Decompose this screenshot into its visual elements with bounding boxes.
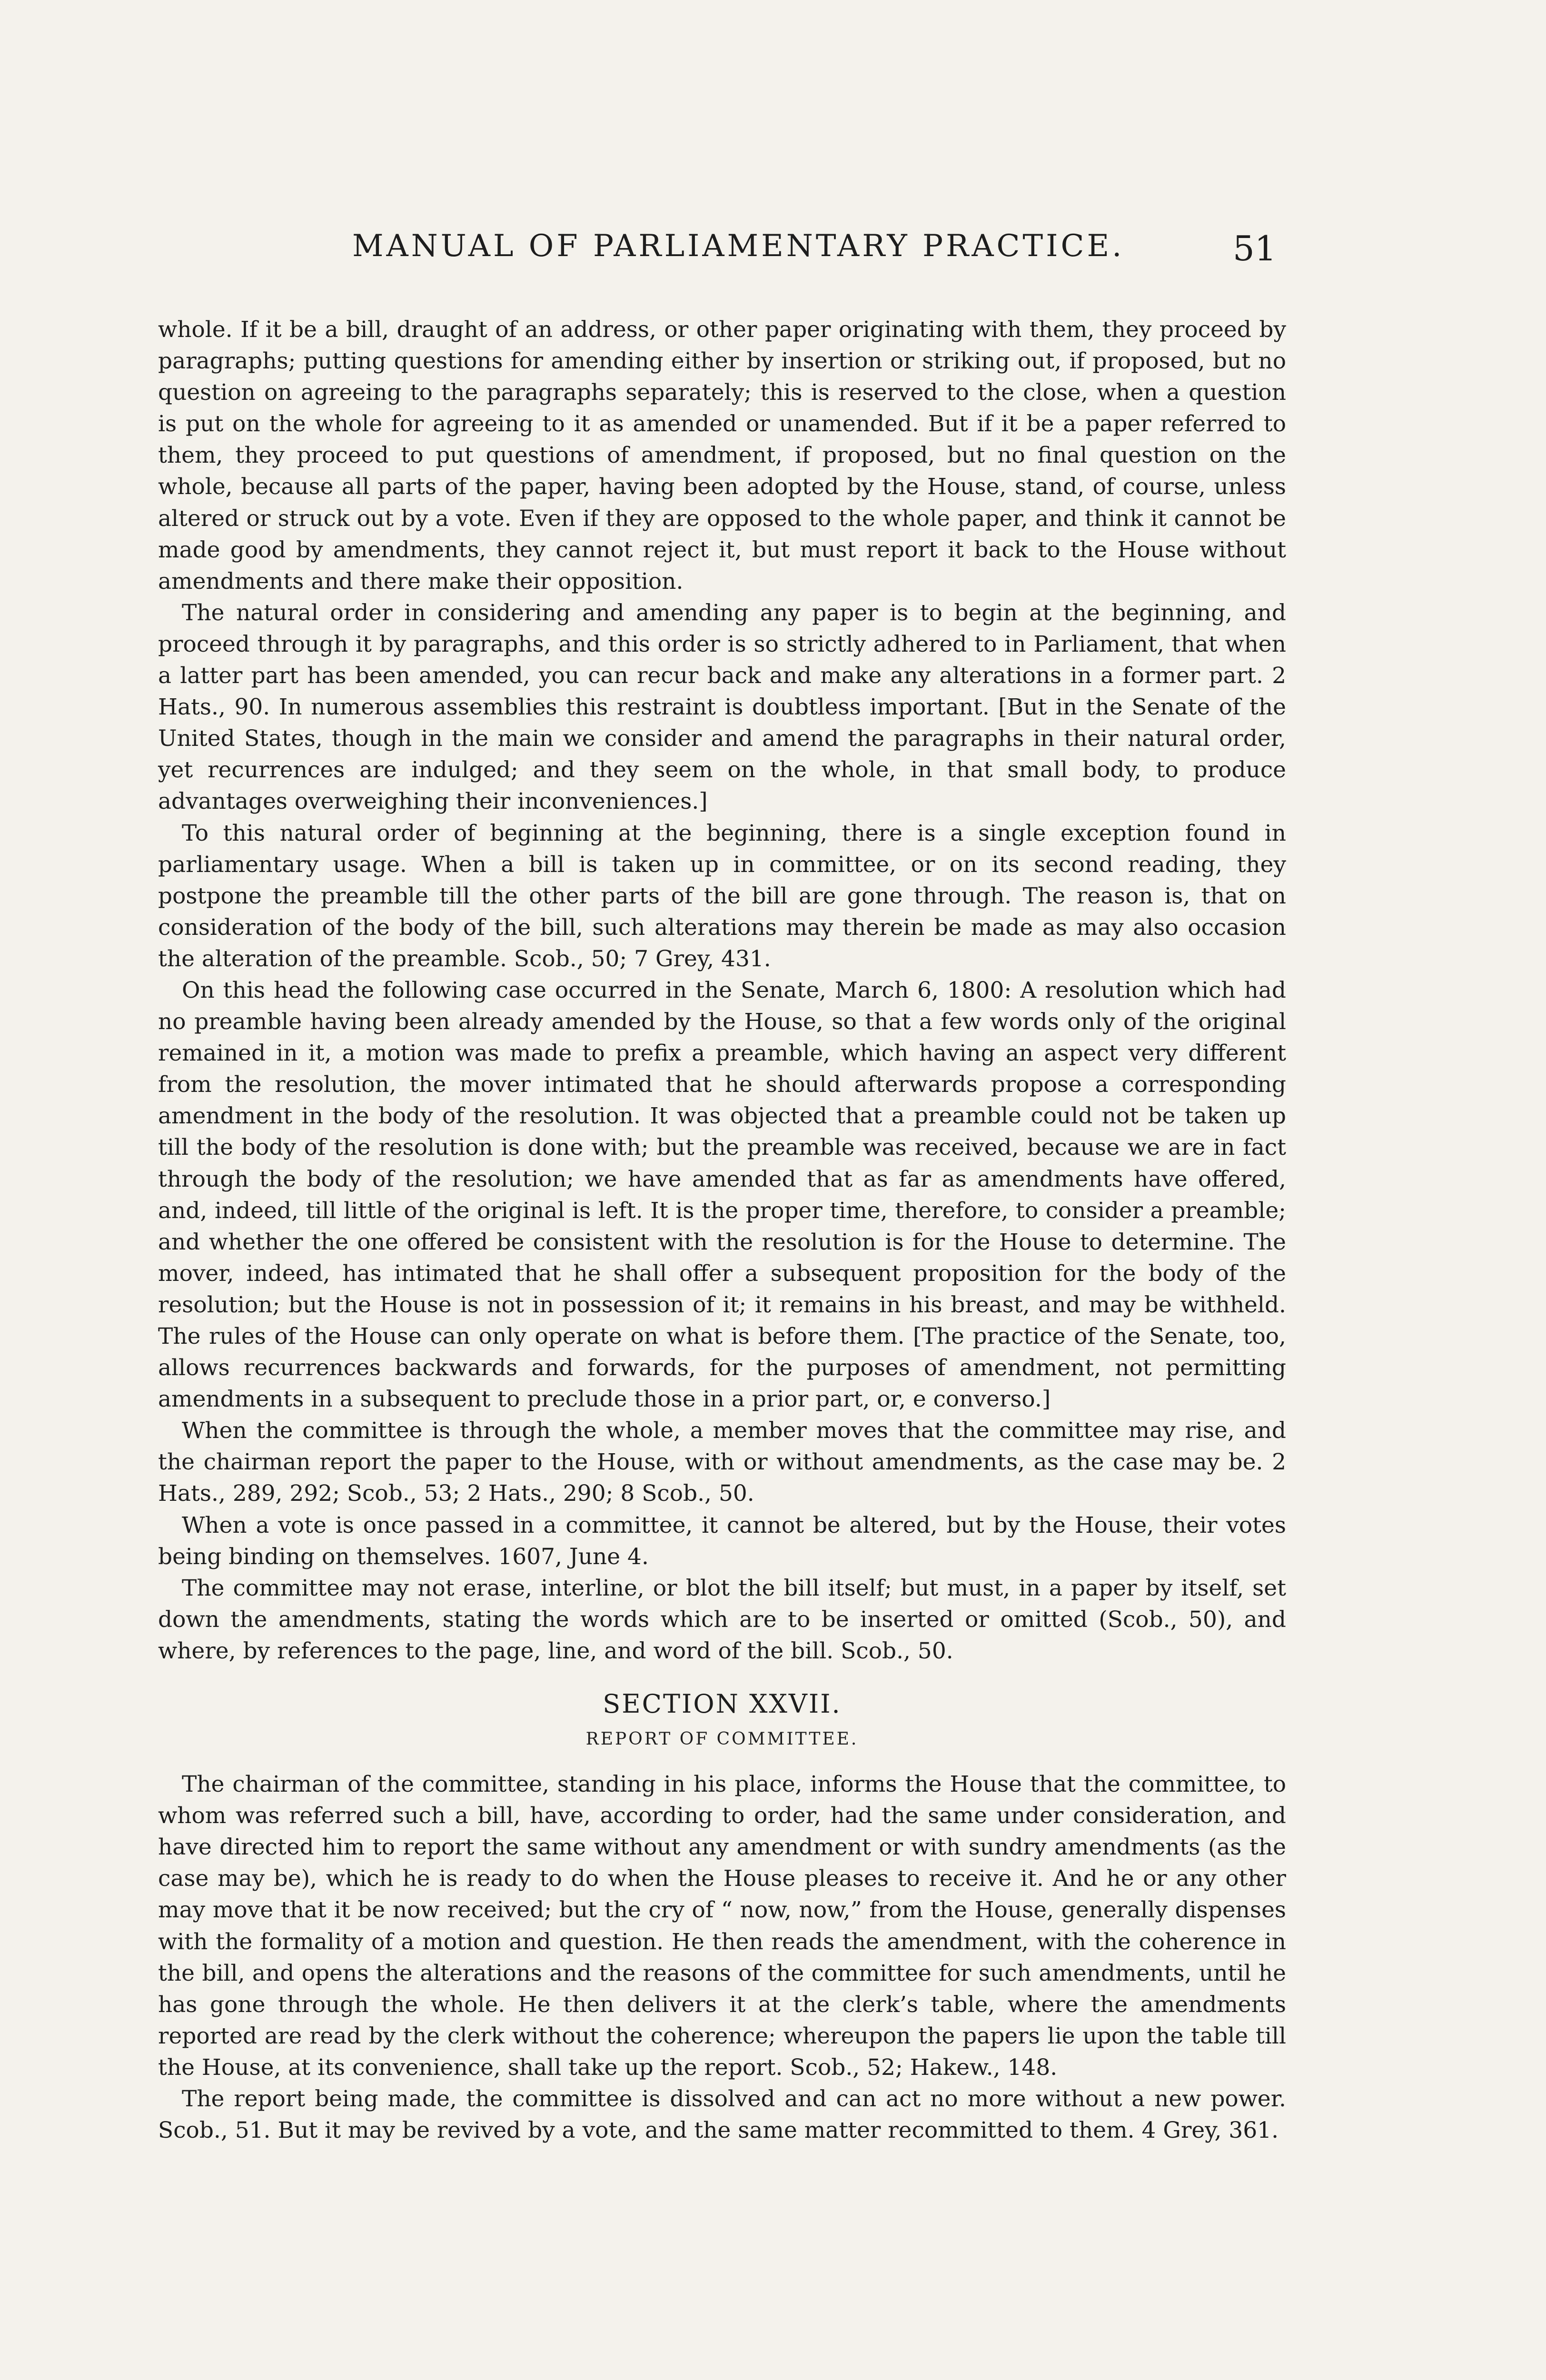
paragraph-6: When a vote is once passed in a committee, it cannot be altered, but by the House, their votes being binding on themselves. 1607, June 4. [158,1512,1286,1570]
running-title: MANUAL OF PARLIAMENTARY PRACTICE. [352,228,1125,264]
section-paragraph-1: The chairman of the committee, standing in his place, informs the House that the committee, to whom was referred such a bill, have, according to order, had the same under consideration, and have directed him to report the same without any amendment or with sundry amendments (as the case may be), which he is ready to do when the House pleases to receive it. And he or any other may move that it be now received; but the cry of “ now, now,” from the House, generally dispenses with the formality of a motion and question. He then reads the amendment, with the coherence in the bill, and opens the alterations and the reasons of the committee for such amendments, until he has gone through the whole. He then delivers it at the clerk’s table, where the amendments reported are read by the clerk without the coherence; whereupon the papers lie upon the table till the House, at its convenience, shall take up the report. Scob., 52; Hakew., 148. [158,1771,1286,2081]
paragraph-1: whole. If it be a bill, draught of an address, or other paper originating with them, they proceed by paragraphs; putting questions for amending either by insertion or striking out, if proposed, but no question on agreeing to the paragraphs separately; this is reserved to the close, when a question is put on the whole for agreeing to it as amended or unamended. But if it be a paper referred to them, they proceed to put questions of amendment, if proposed, but no final question on the whole, because all parts of the paper, having been adopted by the House, stand, of course, unless altered or struck out by a vote. Even if they are opposed to the whole paper, and think it cannot be made good by amendments, they cannot reject it, but must report it back to the House without amendments and there make their opposition. [158,317,1286,595]
paragraph-3: To this natural order of beginning at the beginning, there is a single exception found in parliamentary usage. When a bill is taken up in committee, or on its second reading, they postpone the preamble till the other parts of the bill are gone through. The reason is, that on consideration of the body of the bill, such alterations may therein be made as may also occasion the alteration of the preamble. Scob., 50; 7 Grey, 431. [158,820,1286,972]
page-number: 51 [1233,228,1277,268]
body-text [158,314,1286,2146]
section-paragraph-2: The report being made, the committee is dissolved and can act no more without a new power. Scob., 51. But it may be revived by a vote, and the same matter recommitted to them. 4 Grey, 361. [158,2085,1286,2144]
section-heading: SECTION XXVII. [603,1689,842,1719]
paragraph-4: On this head the following case occurred in the Senate, March 6, 1800: A resolution which had no preamble having been already amended by the House, so that a few words only of the original remained in it, a motion was made to prefix a preamble, which having an aspect very different from the resolution, the mover intimated that he should afterwards propose a corresponding amendment in the body of the resolution. It was objected that a preamble could not be taken up till the body of the resolution is done with; but the preamble was received, because we are in fact through the body of the resolution; we have amended that as far as amendments have offered, and, indeed, till little of the original is left. It is the proper time, therefore, to consider a preamble; and whether the one offered be consistent with the resolution is for the House to determine. The mover, indeed, has intimated that he shall offer a subsequent proposition for the body of the resolution; but the House is not in possession of it; it remains in his breast, and may be withheld. The rules of the House can only operate on what is before them. [The practice of the Senate, too, allows recurrences backwards and forwards, for the purposes of amendment, not permitting amendments in a subsequent to preclude those in a prior part, or, e converso.] [158,977,1286,1413]
section-subheading: REPORT OF COMMITTEE. [585,1729,859,1749]
paragraph-7: The committee may not erase, interline, or blot the bill itself; but must, in a paper by itself, set down the amendments, stating the words which are to be inserted or omitted (Scob., 50), and where, by references to the page, line, and word of the bill. Scob., 50. [158,1575,1286,1664]
page-header [0,224,1546,281]
paragraph-2: The natural order in considering and amending any paper is to begin at the beginning, and proceed through it by paragraphs, and this order is so strictly adhered to in Parliament, that when a latter part has been amended, you can recur back and make any alterations in a former part. 2 Hats., 90. In numerous assemblies this restraint is doubtless important. [But in the Senate of the United States, though in the main we consider and amend the paragraphs in their natural order, yet recurrences are indulged; and they seem on the whole, in that small body, to produce advantages overweighing their inconveniences.] [158,599,1286,815]
paragraph-5: When the committee is through the whole, a member moves that the committee may rise, and the chairman report the paper to the House, with or without amendments, as the case may be. 2 Hats., 289, 292; Scob., 53; 2 Hats., 290; 8 Scob., 50. [158,1418,1286,1507]
